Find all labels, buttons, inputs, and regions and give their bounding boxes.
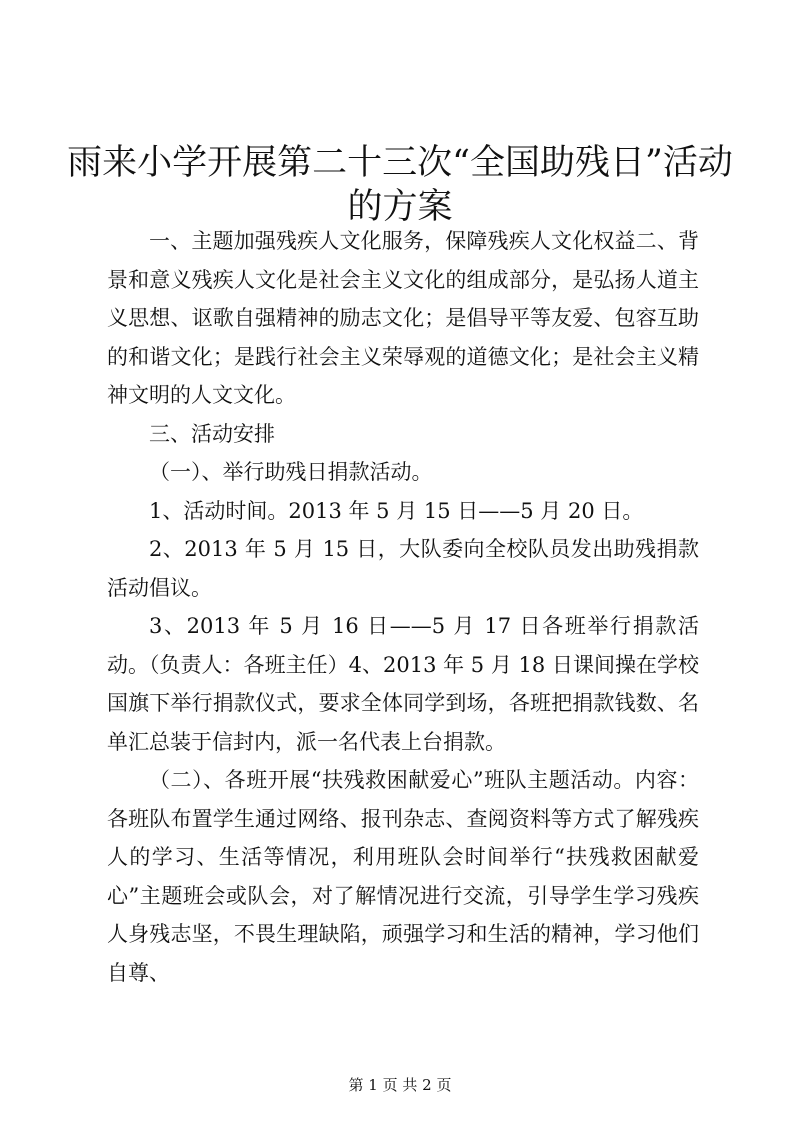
paragraph-section-three-heading: 三、活动安排 xyxy=(149,421,275,446)
paragraph-theme-background: 一、主题加强残疾人文化服务，保障残疾人文化权益二、背景和意义残疾人文化是社会主义文化的组成部分，是弘扬人道主义思想、讴歌自强精神的励志文化；是倡导平等友爱、包容互助的和谐文化；是践行社会主义荣辱观的道德文化；是社会主义精神文明的人文文化。 xyxy=(107,229,699,407)
document-title-line-1: 雨来小学开展第二十三次“全国助残日”活动 xyxy=(67,143,733,183)
paragraph-item-one: 1、活动时间。2013 年 5 月 15 日——5 月 20 日。 xyxy=(149,498,644,523)
paragraph-item-three-four: 3、2013 年 5 月 16 日——5 月 17 日各班举行捐款活动。（负责人：各班主任）4、2013 年 5 月 18 日课间操在学校国旗下举行捐款仪式，要求全体同学到场，各班把捐款钱数、名单汇总装于信封内，派一名代表上台捐款。 xyxy=(107,614,699,754)
paragraph-subsection-one: （一）、举行助残日捐款活动。 xyxy=(149,460,433,484)
paragraph-item-two: 2、2013 年 5 月 15 日，大队委向全校队员发出助残捐款活动倡议。 xyxy=(107,537,699,600)
document-title-line-2: 的方案 xyxy=(347,187,453,227)
document-body xyxy=(107,222,699,992)
page-footer: 第 1 页 共 2 页 xyxy=(348,1076,452,1094)
paragraph-subsection-two: （二）、各班开展“扶残救困献爱心”班队主题活动。内容：各班队布置学生通过网络、报刊杂志、查阅资料等方式了解残疾人的学习、生活等情况，利用班队会时间举行“扶残救困献爱心”主题班会或队会，对了解情况进行交流，引导学生学习残疾人身残志坚，不畏生理缺陷，顽强学习和生活的精神，学习他们自尊、 xyxy=(107,768,699,985)
